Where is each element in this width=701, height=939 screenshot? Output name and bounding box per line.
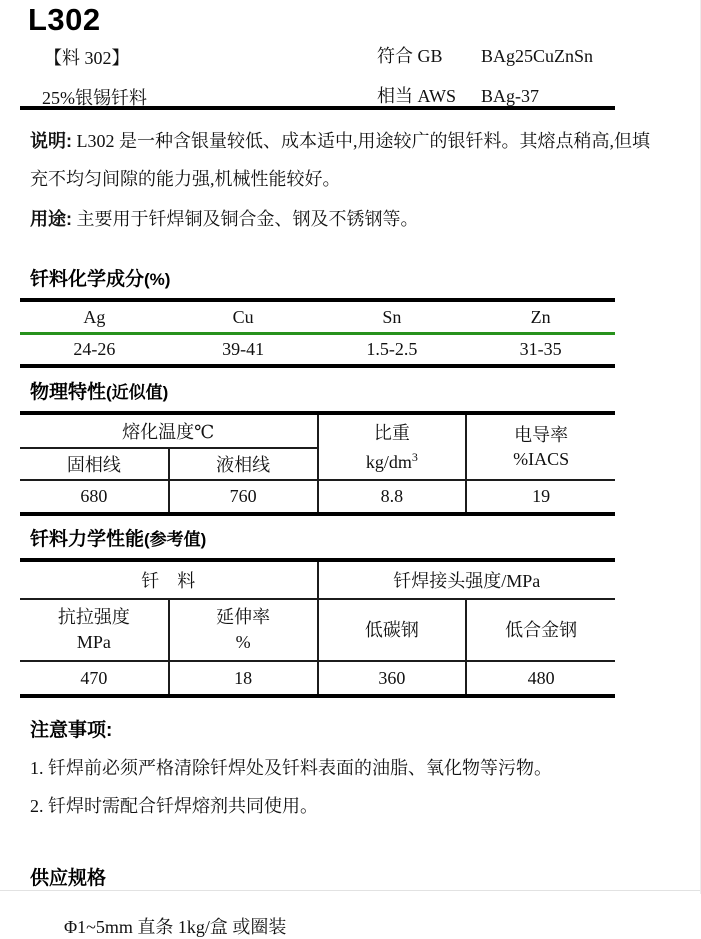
usage-label: 用途: [30,209,72,229]
low-carbon-value: 360 [318,661,467,696]
filler-metal-header: 钎 料 [20,560,318,599]
density-label: 比重 [373,422,410,443]
section-heading-mechanical [30,528,700,552]
chem-value-sn: 1.5-2.5 [366,339,418,359]
page-bottom-border [0,890,700,891]
liquidus-header: 液相线 [169,448,318,480]
physical-heading-suffix: (近似值) [106,383,169,402]
conductivity-unit: %IACS [513,449,570,469]
tensile-label: 抗拉强度 [57,607,130,627]
liquidus-value: 760 [169,480,318,514]
tensile-strength-header [20,599,169,661]
chem-col-header-ag: Ag [20,300,169,334]
elongation-header [169,599,318,661]
aws-standard-label: 相当 AWS [377,86,457,106]
page-title: L302 [28,2,101,37]
chemistry-table [20,298,615,368]
chem-col-header-cu: Cu [169,300,318,334]
note-number-1: 1. [30,758,44,778]
conductivity-value: 19 [466,480,615,514]
standard-spec-block [377,42,593,122]
solidus-header: 固相线 [20,448,169,480]
low-alloy-value: 480 [466,661,615,696]
solidus-value: 680 [80,486,108,506]
document-header [0,0,700,106]
chem-value-zn: 31-35 [519,339,562,359]
chem-value-cu: 39-41 [222,339,265,359]
note-text-2: 钎焊时需配合钎焊熔剂共同使用。 [48,796,318,816]
tensile-value: 470 [80,667,108,688]
mechanical-subheader-row [20,599,615,661]
joint-strength-header: 钎焊接头强度/MPa [318,560,616,599]
usage-paragraph [30,200,658,238]
section-heading-chemistry [30,268,700,292]
usage-text: 主要用于钎焊铜及铜合金、钢及不锈钢等。 [76,209,419,229]
note-text-1: 钎焊前必须严格清除钎焊处及钎料表面的油脂、氧化物等污物。 [48,758,552,778]
density-header [318,413,467,480]
elongation-label: 延伸率 [216,607,271,627]
chemistry-value-row [20,334,615,367]
physical-heading-text: 物理特性 [30,382,107,403]
mechanical-header-row [20,560,615,599]
chem-value-ag: 24-26 [73,339,116,359]
description-paragraph [30,122,658,198]
elongation-value: 18 [169,661,318,696]
density-unit: kg/dm [365,451,412,472]
chem-col-header-zn: Zn [466,300,615,334]
description-text: L302 是一种含银量较低、成本适中,用途较广的银钎料。其熔点稍高,但填充不均匀间隙的能力强,机械性能较好。 [30,131,650,189]
supply-spec-text: Φ1~5mm 直条 1kg/盒 或圈装 [64,917,287,937]
chem-col-header-sn: Sn [318,300,467,334]
mechanical-properties-table [20,558,615,698]
low-carbon-steel-header: 低碳钢 [318,599,467,661]
mechanical-value-row [20,661,615,696]
spec-row-gb [377,42,593,82]
elongation-unit: % [235,632,251,652]
section-heading-physical [30,381,700,405]
density-superscript: 3 [411,449,418,464]
conductivity-label: 电导率 [514,425,569,445]
chemistry-heading-text: 钎料化学成分 [30,269,145,290]
note-number-2: 2. [30,796,44,816]
gb-standard-label: 符合 GB [377,46,443,66]
physical-properties-table [20,411,615,516]
description-label: 说明: [30,131,72,151]
supply-heading: 供应规格 [30,868,107,889]
melting-temp-header: 熔化温度℃ [20,413,318,448]
low-alloy-steel-header: 低合金钢 [466,599,615,661]
conductivity-header [466,413,615,480]
gb-standard-value: BAg25CuZnSn [481,46,594,66]
density-value: 8.8 [318,480,467,514]
physical-value-row [20,480,615,514]
tensile-unit: MPa [76,632,111,652]
note-item-1 [30,757,664,779]
mechanical-heading-text: 钎料力学性能 [30,529,145,550]
spec-row-aws [377,82,593,122]
product-subtitle: 25%银锡钎料 [42,88,147,108]
product-alias: 【料 302】 [44,48,130,68]
mechanical-heading-suffix: (参考值) [144,530,207,549]
notes-heading: 注意事项: [30,720,113,741]
chemistry-header-row [20,300,615,334]
chemistry-heading-suffix: (%) [144,270,171,289]
aws-standard-value: BAg-37 [481,86,539,106]
physical-header-row [20,413,615,448]
note-item-2 [30,795,664,817]
